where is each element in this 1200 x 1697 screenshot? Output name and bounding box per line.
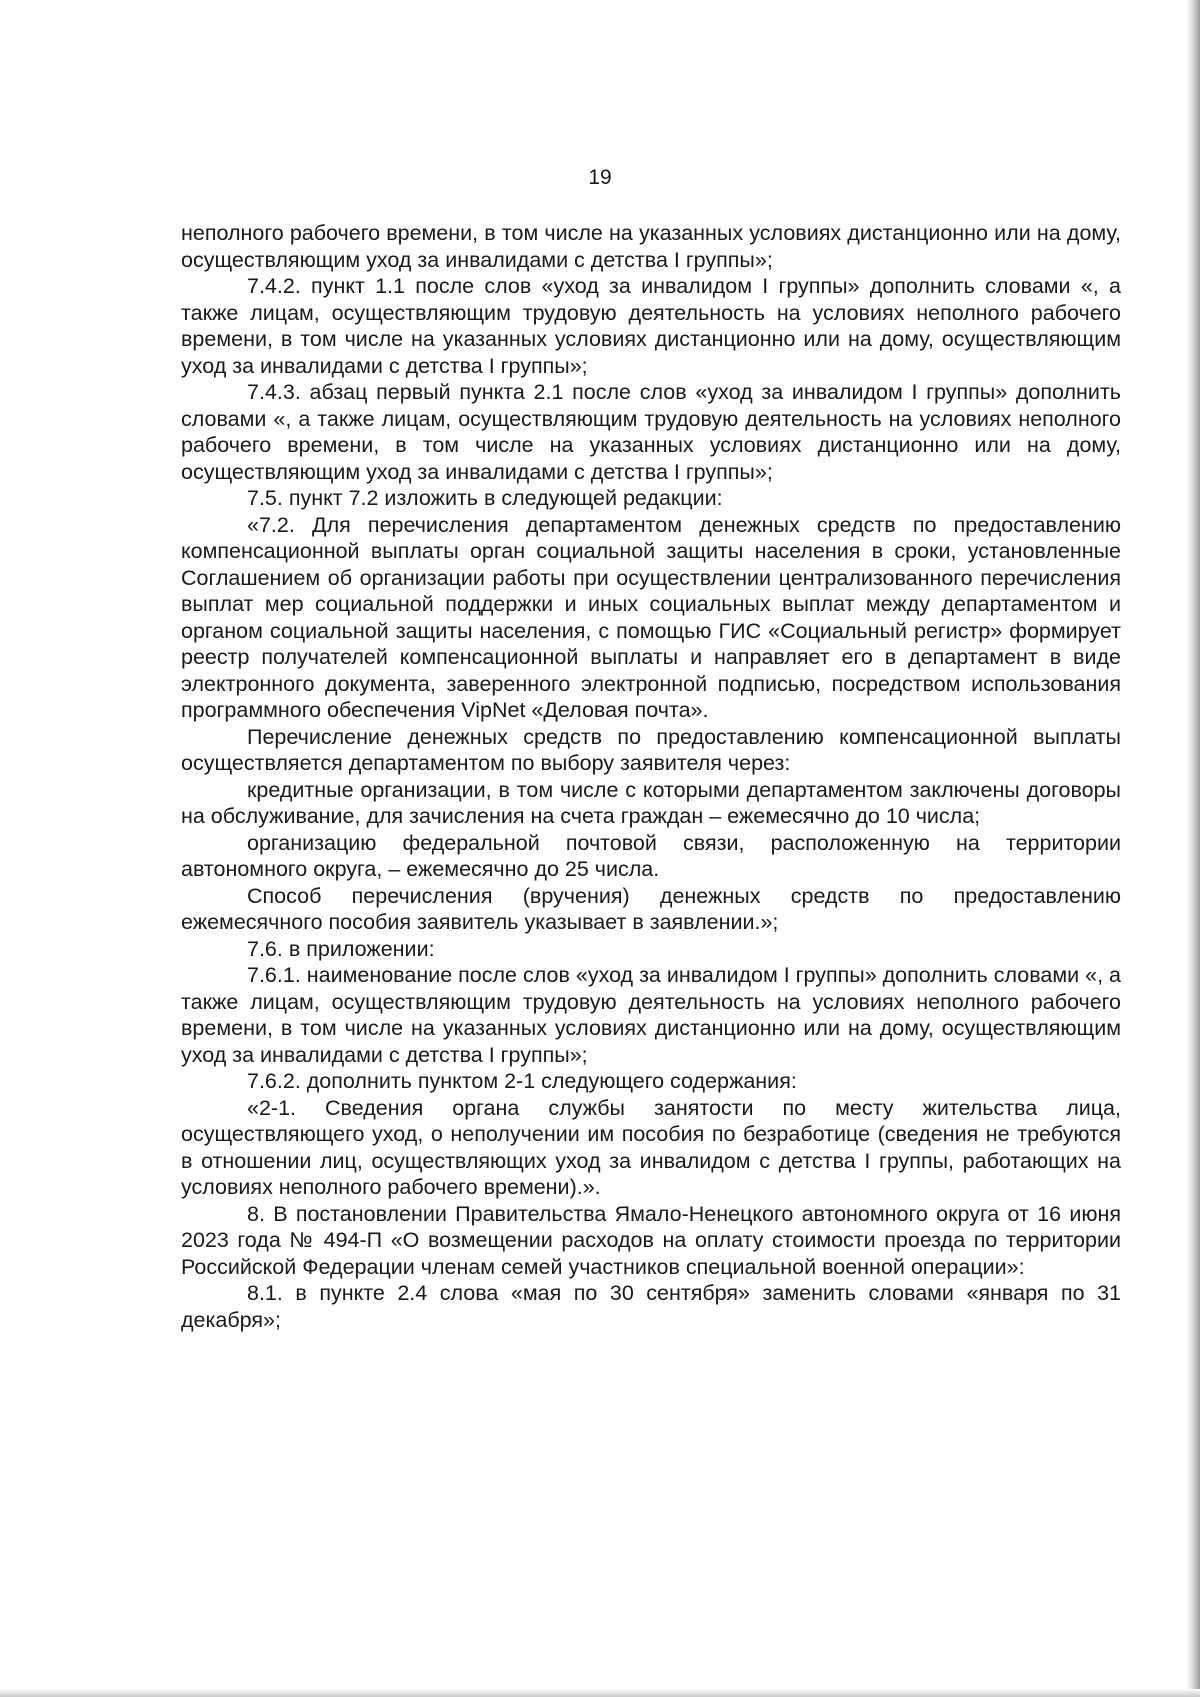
paragraph-2-1-quote: «2-1. Сведения органа службы занятости по месту жительства лица, осуществляющего уход, о неполучении им пособия по безработице (сведения не требуются в отношении лиц, осуществляющих уход за инвалидом с детства I группы, работающих на условиях неполного рабочего времени).».: [181, 1095, 1121, 1199]
paragraph-7-2-quote: «7.2. Для перечисления департаментом денежных средств по предоставлению компенсационной выплаты орган социальной защиты населения в сроки, установленные Соглашением об организации работы при осуществлении централизованного перечисления выплат мер социальной поддержки и иных социальных выплат между департаментом и органом социальной защиты населения, с помощью ГИС «Социальный регистр» формирует реестр получателей компенсационной выплаты и направляет его в департамент в виде электронного документа, заверенного электронной подписью, посредством использования программного обеспечения VipNet «Деловая почта».: [181, 512, 1121, 722]
paragraph-postal-organization: организацию федеральной почтовой связи, расположенную на территории автономного округа, – ежемесячно до 25 числа.: [181, 830, 1121, 881]
paragraph-transfer: Перечисление денежных средств по предоставлению компенсационной выплаты осуществляется департаментом по выбору заявителя через:: [181, 724, 1121, 775]
paragraph-8-1: 8.1. в пункте 2.4 слова «мая по 30 сентября» заменить словами «января по 31 декабря»;: [181, 1281, 1121, 1332]
paragraph-7-4-3: 7.4.3. абзац первый пункта 2.1 после слов «уход за инвалидом I группы» дополнить словами «, а также лицам, осуществляющим трудовую деятельность на условиях неполного рабочего времени, в том числе на указанных условиях дистанционно или на дому, осуществляющим уход за инвалидами с детства I группы»;: [181, 380, 1121, 484]
document-body: [181, 220, 1121, 1333]
paragraph-7-5: 7.5. пункт 7.2 изложить в следующей редакции:: [247, 486, 723, 510]
paragraph-7-6: 7.6. в приложении:: [247, 936, 435, 961]
paragraph-7-4-2: 7.4.2. пункт 1.1 после слов «уход за инвалидом I группы» дополнить словами «, а также лицам, осуществляющим трудовую деятельность на условиях неполного рабочего времени, в том числе на указанных условиях дистанционно или на дому, осуществляющим уход за инвалидами с детства I группы»;: [181, 274, 1121, 378]
scan-bottom-edge-shadow: [0, 1689, 1200, 1697]
paragraph-transfer-method: Способ перечисления (вручения) денежных средств по предоставлению ежемесячного пособия заявитель указывает в заявлении.»;: [181, 883, 1121, 934]
paragraph-8: 8. В постановлении Правительства Ямало-Ненецкого автономного округа от 16 июня 2023 года № 494-П «О возмещении расходов на оплату стоимости проезда по территории Российской Федерации членам семей участников специальной военной операции»:: [181, 1201, 1121, 1279]
paragraph-7-6-2: 7.6.2. дополнить пунктом 2-1 следующего содержания:: [247, 1069, 797, 1093]
paragraph-credit-organizations: кредитные организации, в том числе с которыми департаментом заключены договоры на обслуживание, для зачисления на счета граждан – ежемесячно до 10 числа;: [181, 777, 1121, 828]
page-number: 19: [588, 166, 612, 189]
scan-right-edge-shadow: [1186, 0, 1200, 1697]
paragraph-continuation: неполного рабочего времени, в том числе на указанных условиях дистанционно или на дому, осуществляющим уход за инвалидами с детства I группы»;: [181, 221, 1121, 272]
paragraph-7-6-1: 7.6.1. наименование после слов «уход за инвалидом I группы» дополнить словами «, а также лицам, осуществляющим трудовую деятельность на условиях неполного рабочего времени, в том числе на указанных условиях дистанционно или на дому, осуществляющим уход за инвалидами с детства I группы»;: [181, 963, 1121, 1067]
